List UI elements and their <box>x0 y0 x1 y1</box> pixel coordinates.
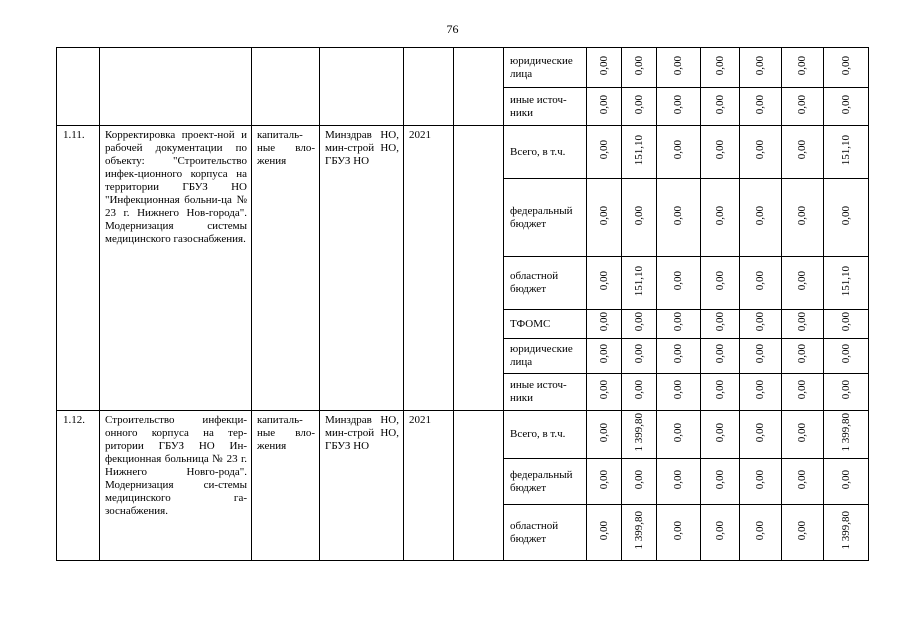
year-cell <box>404 48 454 126</box>
amount-value: 0,00 <box>796 520 808 541</box>
amount-cell <box>782 411 824 459</box>
amount-cell <box>824 411 869 459</box>
amount-cell <box>782 459 824 505</box>
page-number: 76 <box>446 22 459 36</box>
amount-value: 0,00 <box>713 380 726 400</box>
amount-value: 0,00 <box>672 344 684 364</box>
amount-value: 0,00 <box>796 55 808 76</box>
spacer-cell <box>454 48 504 126</box>
amount-cell <box>701 459 740 505</box>
amount-cell <box>824 257 869 310</box>
amount-value: 0,00 <box>672 55 684 76</box>
amount-value: 0,00 <box>754 520 766 541</box>
budget-table <box>56 47 869 561</box>
amount-value: 0,00 <box>597 205 610 226</box>
executor-cell: Минздрав НО, мин-строй НО, ГБУЗ НО <box>320 411 404 561</box>
amount-value: 0,00 <box>754 271 766 291</box>
amount-value: 0,00 <box>796 469 808 490</box>
amount-value: 0,00 <box>713 312 726 332</box>
amount-cell <box>622 257 657 310</box>
amount-value: 0,00 <box>754 205 766 226</box>
amount-value: 0,00 <box>672 380 684 400</box>
funding-source-cell: иные источ-ники <box>504 374 587 411</box>
amount-cell <box>701 505 740 561</box>
amount-cell <box>782 374 824 411</box>
amount-cell <box>587 374 622 411</box>
table-row <box>57 48 869 88</box>
amount-value: 0,00 <box>839 344 852 364</box>
amount-cell <box>740 339 782 374</box>
amount-cell <box>622 411 657 459</box>
year-cell: 2021 <box>404 126 454 411</box>
amount-value: 151,10 <box>632 134 645 166</box>
amount-cell <box>782 88 824 126</box>
amount-value: 0,00 <box>796 140 808 160</box>
amount-value: 0,00 <box>754 469 766 490</box>
amount-value: 0,00 <box>796 205 808 226</box>
amount-value: 0,00 <box>597 271 610 291</box>
funding-source-cell: областной бюджет <box>504 257 587 310</box>
amount-value: 0,00 <box>754 55 766 76</box>
amount-value: 0,00 <box>632 55 645 76</box>
amount-cell <box>587 179 622 257</box>
funding-source-cell: юридические лица <box>504 339 587 374</box>
amount-cell <box>740 459 782 505</box>
amount-value: 0,00 <box>839 469 852 490</box>
amount-value: 0,00 <box>632 344 645 364</box>
amount-value: 0,00 <box>597 312 610 332</box>
item-number-cell: 1.11. <box>57 126 100 411</box>
item-number-cell <box>57 48 100 126</box>
amount-cell <box>824 179 869 257</box>
amount-value: 0,00 <box>597 380 610 400</box>
amount-cell <box>701 179 740 257</box>
amount-cell <box>622 374 657 411</box>
amount-value: 0,00 <box>597 469 610 490</box>
amount-value: 0,00 <box>632 380 645 400</box>
amount-cell <box>657 505 701 561</box>
amount-value: 0,00 <box>672 271 684 291</box>
amount-cell <box>657 339 701 374</box>
amount-cell <box>587 48 622 88</box>
amount-value: 1 399,80 <box>632 413 645 452</box>
amount-cell <box>740 126 782 179</box>
amount-value: 0,00 <box>796 422 808 443</box>
amount-value: 0,00 <box>839 205 852 226</box>
amount-cell <box>587 126 622 179</box>
amount-cell <box>622 459 657 505</box>
amount-value: 0,00 <box>672 140 684 160</box>
amount-value: 1 399,80 <box>839 511 852 550</box>
amount-cell <box>701 411 740 459</box>
amount-cell <box>657 126 701 179</box>
amount-cell <box>657 411 701 459</box>
funding-source-cell: федеральный бюджет <box>504 459 587 505</box>
amount-value: 0,00 <box>597 55 610 76</box>
amount-value: 0,00 <box>796 94 808 115</box>
amount-cell <box>824 459 869 505</box>
amount-cell <box>782 310 824 339</box>
amount-cell <box>740 179 782 257</box>
amount-cell <box>740 48 782 88</box>
amount-cell <box>622 339 657 374</box>
amount-cell <box>657 179 701 257</box>
item-description-cell <box>100 48 252 126</box>
funding-source-cell: иные источ-ники <box>504 88 587 126</box>
amount-value: 0,00 <box>754 312 766 332</box>
funding-source-cell: ТФОМС <box>504 310 587 339</box>
amount-value: 0,00 <box>672 205 684 226</box>
amount-cell <box>824 505 869 561</box>
item-description-cell: Корректировка проект-ной и рабочей документации по объекту: "Строительство инфек-ционного корпуса на территории ГБУЗ НО "Инфекционная больни-ца № 23 г. Нижнего Нов-города". Модернизация системы медицинского газоснабжения. <box>100 126 252 411</box>
amount-cell <box>701 126 740 179</box>
amount-cell <box>782 505 824 561</box>
amount-value: 0,00 <box>597 94 610 115</box>
amount-cell <box>782 48 824 88</box>
amount-value: 0,00 <box>713 422 726 443</box>
amount-value: 0,00 <box>713 94 726 115</box>
spacer-cell <box>454 126 504 411</box>
amount-value: 0,00 <box>632 94 645 115</box>
amount-value: 0,00 <box>839 312 852 332</box>
amount-value: 0,00 <box>632 205 645 226</box>
amount-cell <box>824 48 869 88</box>
funding-source-cell: областной бюджет <box>504 505 587 561</box>
amount-cell <box>587 459 622 505</box>
executor-cell: Минздрав НО, мин-строй НО, ГБУЗ НО <box>320 126 404 411</box>
funding-source-cell: Всего, в т.ч. <box>504 411 587 459</box>
amount-cell <box>740 310 782 339</box>
amount-cell <box>622 310 657 339</box>
spacer-cell <box>454 411 504 561</box>
amount-cell <box>740 411 782 459</box>
amount-cell <box>587 411 622 459</box>
amount-value: 0,00 <box>632 469 645 490</box>
amount-value: 0,00 <box>839 380 852 400</box>
amount-value: 0,00 <box>632 312 645 332</box>
item-number-cell: 1.12. <box>57 411 100 561</box>
amount-value: 0,00 <box>597 344 610 364</box>
amount-cell <box>824 126 869 179</box>
amount-value: 0,00 <box>796 344 808 364</box>
amount-value: 1 399,80 <box>839 413 852 452</box>
amount-cell <box>587 339 622 374</box>
amount-cell <box>782 179 824 257</box>
amount-value: 0,00 <box>597 140 610 160</box>
amount-value: 0,00 <box>672 94 684 115</box>
investment-type-cell: капиталь-ные вло-жения <box>252 126 320 411</box>
amount-value: 0,00 <box>713 344 726 364</box>
amount-cell <box>782 257 824 310</box>
amount-cell <box>701 48 740 88</box>
amount-value: 0,00 <box>754 94 766 115</box>
amount-cell <box>622 505 657 561</box>
funding-source-cell: юридические лица <box>504 48 587 88</box>
amount-value: 0,00 <box>796 271 808 291</box>
amount-cell <box>701 257 740 310</box>
table-body <box>57 48 869 561</box>
item-description-cell: Строительство инфекци-онного корпуса на тер-ритории ГБУЗ НО Ин-фекционная больница № 23 г. Нижнего Новго-рода". Модернизация си-стемы медицинского га-зоснабжения. <box>100 411 252 561</box>
amount-cell <box>657 310 701 339</box>
amount-value: 0,00 <box>672 469 684 490</box>
amount-value: 0,00 <box>713 205 726 226</box>
investment-type-cell: капиталь-ные вло-жения <box>252 411 320 561</box>
amount-value: 0,00 <box>672 312 684 332</box>
amount-cell <box>657 257 701 310</box>
amount-value: 0,00 <box>672 422 684 443</box>
amount-value: 0,00 <box>839 55 852 76</box>
amount-cell <box>657 459 701 505</box>
amount-cell <box>824 339 869 374</box>
amount-cell <box>587 505 622 561</box>
amount-value: 0,00 <box>754 380 766 400</box>
funding-source-cell: Всего, в т.ч. <box>504 126 587 179</box>
amount-value: 0,00 <box>713 55 726 76</box>
amount-cell <box>824 88 869 126</box>
amount-cell <box>587 310 622 339</box>
amount-value: 0,00 <box>597 520 610 541</box>
amount-cell <box>701 310 740 339</box>
amount-cell <box>824 310 869 339</box>
amount-cell <box>782 126 824 179</box>
amount-cell <box>701 374 740 411</box>
amount-value: 0,00 <box>713 140 726 160</box>
amount-value: 0,00 <box>754 344 766 364</box>
amount-cell <box>657 48 701 88</box>
amount-cell <box>622 48 657 88</box>
amount-cell <box>782 339 824 374</box>
funding-source-cell: федеральный бюджет <box>504 179 587 257</box>
amount-value: 151,10 <box>839 134 852 166</box>
amount-value: 0,00 <box>713 520 726 541</box>
amount-value: 0,00 <box>672 520 684 541</box>
table-row <box>57 126 869 179</box>
amount-cell <box>701 88 740 126</box>
executor-cell <box>320 48 404 126</box>
amount-cell <box>587 257 622 310</box>
amount-cell <box>657 374 701 411</box>
amount-value: 0,00 <box>754 422 766 443</box>
year-cell: 2021 <box>404 411 454 561</box>
amount-cell <box>622 88 657 126</box>
amount-cell <box>701 339 740 374</box>
amount-cell <box>740 374 782 411</box>
amount-value: 151,10 <box>839 265 852 297</box>
amount-value: 0,00 <box>597 422 610 443</box>
amount-cell <box>657 88 701 126</box>
amount-value: 0,00 <box>754 140 766 160</box>
amount-cell <box>622 179 657 257</box>
amount-value: 1 399,80 <box>632 511 645 550</box>
amount-cell <box>824 374 869 411</box>
amount-cell <box>740 257 782 310</box>
investment-type-cell <box>252 48 320 126</box>
amount-value: 0,00 <box>839 94 852 115</box>
amount-cell <box>740 88 782 126</box>
table-row <box>57 411 869 459</box>
amount-cell <box>622 126 657 179</box>
amount-value: 0,00 <box>713 271 726 291</box>
amount-cell <box>587 88 622 126</box>
amount-cell <box>740 505 782 561</box>
amount-value: 0,00 <box>796 380 808 400</box>
amount-value: 0,00 <box>713 469 726 490</box>
amount-value: 0,00 <box>796 312 808 332</box>
amount-value: 151,10 <box>632 265 645 297</box>
